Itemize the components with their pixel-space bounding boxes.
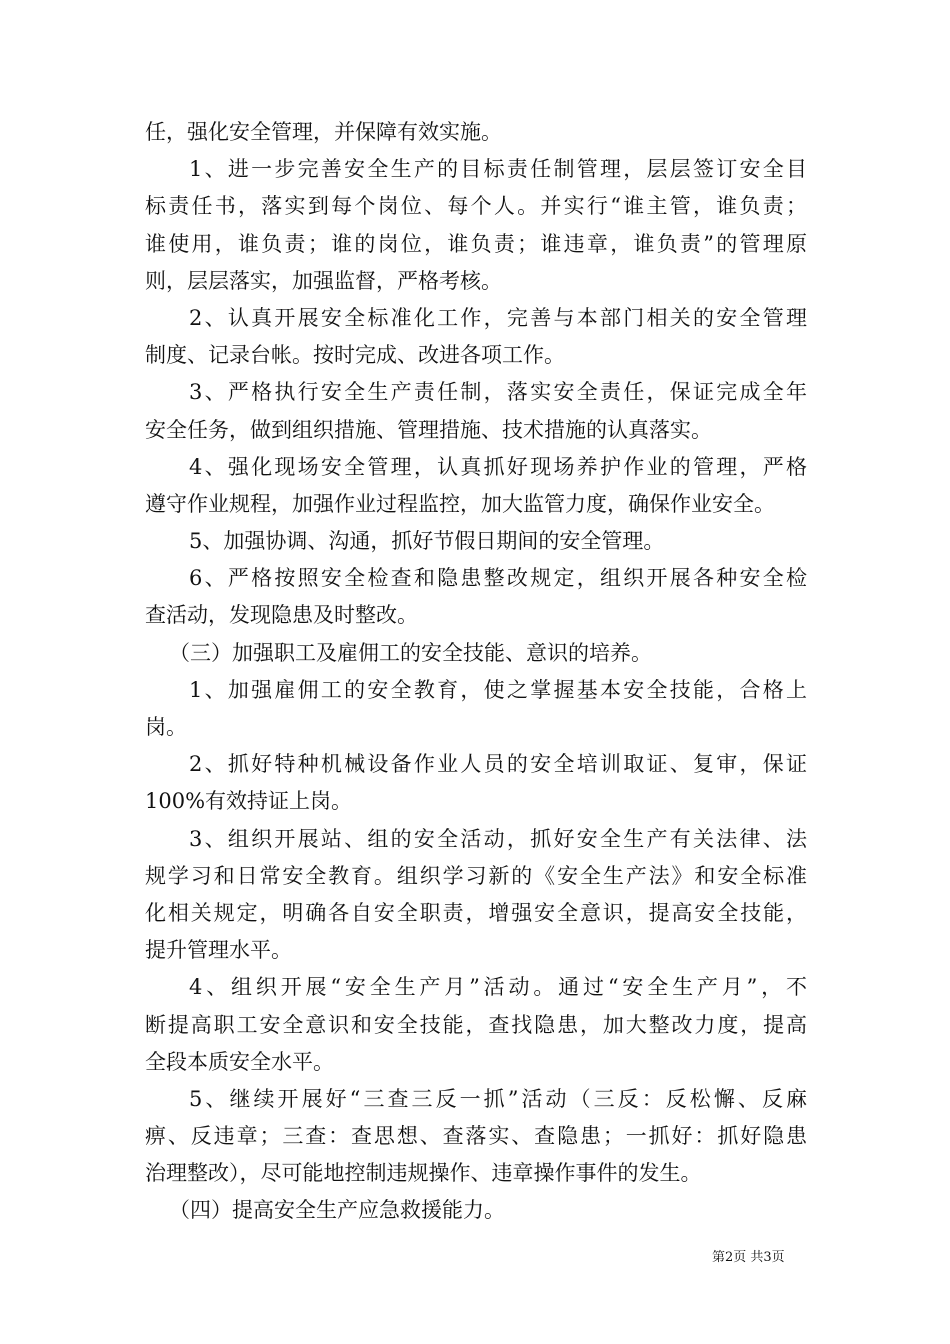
text-line: 4、组织开展“安全生产月”活动。通过“安全生产月”，不: [189, 975, 807, 1000]
text-line: 提升管理水平。: [145, 938, 292, 963]
paragraph: [145, 560, 807, 634]
text-line: 查活动，发现隐患及时整改。: [145, 603, 418, 628]
text-line: 痹、反违章；三查：查思想、查落实、查隐患；一抓好：抓好隐患: [145, 1124, 807, 1149]
paragraph: [145, 746, 807, 820]
paragraph: [145, 151, 807, 300]
text-line: 断提高职工安全意识和安全技能，查找隐患，加大整改力度，提高: [145, 1012, 807, 1037]
paragraph: [145, 449, 807, 523]
document-body: [145, 114, 807, 1230]
paragraph: [145, 821, 807, 970]
paragraph: [145, 300, 807, 374]
text-line: 1、加强雇佣工的安全教育，使之掌握基本安全技能，合格上: [189, 677, 807, 702]
text-line: （三）加强职工及雇佣工的安全技能、意识的培养。: [169, 640, 652, 665]
text-line: 治理整改），尽可能地控制违规操作、违章操作事件的发生。: [145, 1161, 702, 1186]
page-number: 第2页 共3页: [712, 1250, 785, 1265]
text-line: 化相关规定，明确各自安全职责，增强安全意识，提高安全技能，: [145, 900, 807, 925]
paragraph: [145, 1192, 807, 1229]
text-line: 2、抓好特种机械设备作业人员的安全培训取证、复审，保证: [189, 752, 807, 777]
paragraph: [145, 114, 807, 151]
text-line: 1、进一步完善安全生产的目标责任制管理，层层签订安全目: [189, 157, 807, 182]
paragraph: [145, 672, 807, 746]
text-line: 5、加强协调、沟通，抓好节假日期间的安全管理。: [189, 529, 665, 554]
text-line: （四）提高安全生产应急救援能力。: [169, 1198, 505, 1223]
text-line: 任，强化安全管理，并保障有效实施。: [145, 120, 502, 144]
text-line: 2、认真开展安全标准化工作，完善与本部门相关的安全管理: [189, 305, 807, 330]
text-line: 标责任书，落实到每个岗位、每个人。并实行“谁主管，谁负责；: [145, 194, 807, 219]
text-line: 6、严格按照安全检查和隐患整改规定，组织开展各种安全检: [189, 566, 807, 591]
paragraph: [145, 374, 807, 448]
paragraph: [145, 1081, 807, 1193]
text-line: 规学习和日常安全教育。组织学习新的《安全生产法》和安全标准: [145, 863, 807, 888]
paragraph: [145, 523, 807, 560]
paragraph: [145, 969, 807, 1081]
text-line: 5、继续开展好“三查三反一抓”活动（三反：反松懈、反麻: [189, 1086, 807, 1111]
text-line: 全段本质安全水平。: [145, 1049, 334, 1074]
text-line: 100%有效持证上岗。: [145, 789, 353, 814]
text-line: 遵守作业规程，加强作业过程监控，加大监管力度，确保作业安全。: [145, 491, 775, 516]
text-line: 岗。: [145, 715, 187, 739]
text-line: 3、严格执行安全生产责任制，落实安全责任，保证完成全年: [189, 380, 807, 405]
text-line: 谁使用，谁负责；谁的岗位，谁负责；谁违章，谁负责”的管理原: [145, 231, 807, 256]
paragraph: [145, 635, 807, 672]
text-line: 安全任务，做到组织措施、管理措施、技术措施的认真落实。: [145, 417, 712, 442]
text-line: 4、强化现场安全管理，认真抓好现场养护作业的管理，严格: [189, 454, 807, 479]
text-line: 则，层层落实，加强监督，严格考核。: [145, 268, 502, 293]
text-line: 制度、记录台帐。按时完成、改进各项工作。: [145, 343, 565, 368]
text-line: 3、组织开展站、组的安全活动，抓好安全生产有关法律、法: [189, 826, 807, 851]
